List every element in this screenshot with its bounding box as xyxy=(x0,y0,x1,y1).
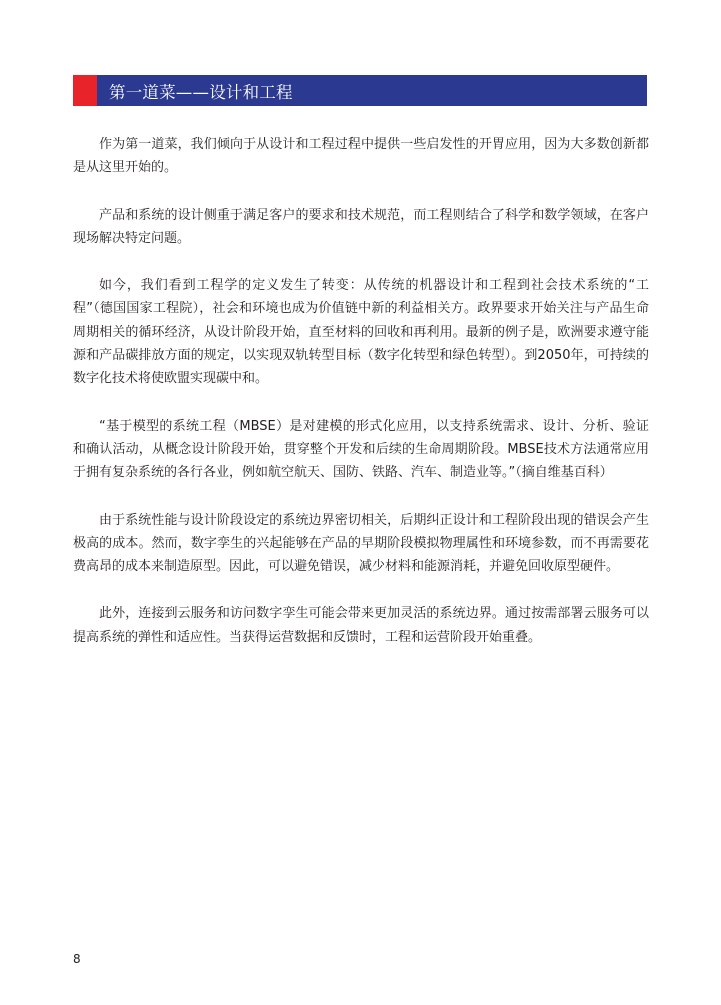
paragraph: 产品和系统的设计侧重于满足客户的要求和技术规范，而工程则结合了科学和数学领域，在客户现场解决特定问题。 xyxy=(73,207,649,246)
paragraph: 由于系统性能与设计阶段设定的系统边界密切相关，后期纠正设计和工程阶段出现的错误会产生极高的成本。然而，数字孪生的兴起能够在产品的早期阶段模拟物理属性和环境参数，而不再需要花费高昂的成本来制造原型。因此，可以避免错误，减少材料和能源消耗，并避免回收原型硬件。 xyxy=(73,512,649,575)
page-number: 8 xyxy=(73,952,81,966)
body-content xyxy=(73,133,649,673)
section-header xyxy=(73,75,647,106)
paragraph: 作为第一道菜，我们倾向于从设计和工程过程中提供一些启发性的开胃应用，因为大多数创新都是从这里开始的。 xyxy=(73,137,649,176)
section-header-accent-bar xyxy=(73,75,97,106)
section-title: 第一道菜——设计和工程 xyxy=(109,82,293,102)
paragraph: 如今，我们看到工程学的定义发生了转变：从传统的机器设计和工程到社会技术系统的“工程”（德国国家工程院），社会和环境也成为价值链中新的利益相关方。政界要求开始关注与产品生命周期相关的循环经济，从设计阶段开始，直至材料的回收和再利用。最新的例子是，欧洲要求遵守能源和产品碳排放方面的规定，以实现双轨转型目标（数字化转型和绿色转型）。到2050年，可持续的数字化技术将使欧盟实现碳中和。 xyxy=(73,278,649,387)
paragraph: 此外，连接到云服务和访问数字孪生可能会带来更加灵活的系统边界。通过按需部署云服务可以提高系统的弹性和适应性。当获得运营数据和反馈时，工程和运营阶段开始重叠。 xyxy=(73,606,649,645)
paragraph: “基于模型的系统工程（MBSE）是对建模的形式化应用，以支持系统需求、设计、分析、验证和确认活动，从概念设计阶段开始，贯穿整个开发和后续的生命周期阶段。MBSE技术方法通常应用于拥有复杂系统的各行各业，例如航空航天、国防、铁路、汽车、制造业等。”（摘自维基百科） xyxy=(73,418,649,481)
